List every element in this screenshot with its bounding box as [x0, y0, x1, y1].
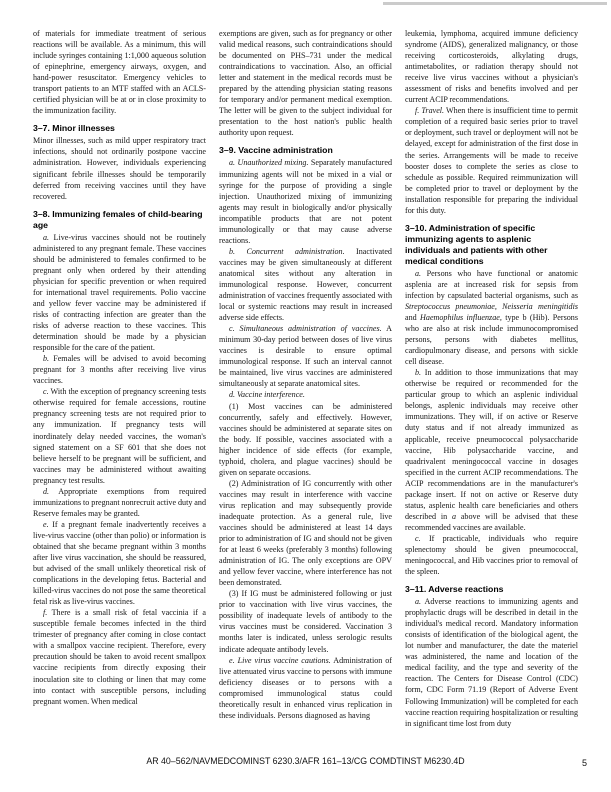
section-heading: 3–7. Minor illnesses [33, 123, 115, 134]
paragraph: e. Live virus vaccine cautions. Administration of live attenuated virus vaccine to persons with immune deficiency diseases or to persons with a compromised immunological status could theoretically result in enhanced virus replication in these individuals. Persons diagnosed as having [219, 655, 392, 720]
paragraph: d. Vaccine interference. [229, 390, 305, 400]
paragraph: exemptions are given, such as for pregnancy or other valid medical reasons, such contraindications should be documented on PHS–731 under the medical contraindications to vaccination. Also, an official letter and statement in the medical records must be prepared by the attending physician stating reasons for temporary and/or permanent medical exemption. The letter will be given to the subject individual for presentation to the host nation's public health authority upon request. [219, 29, 392, 138]
paragraph: b. Females will be advised to avoid becoming pregnant for 3 months after receiving live virus vaccines. [33, 354, 206, 386]
paragraph: c. Simultaneous administration of vaccines. A minimum 30-day period between doses of live virus vaccines is desirable to ensure optimal immunological response. If such an interval cannot be maintained, live virus vaccines are administered simultaneously at separate anatomical sites. [219, 324, 392, 389]
text-column-2 [219, 28, 392, 729]
text-column-1 [33, 28, 206, 729]
paragraph: Minor illnesses, such as mild upper respiratory tract infections, should not ordinarily postpone vaccine administration. However, individuals experiencing significant febrile illnesses should be temporarily deferred from receiving vaccines until they have recovered. [33, 136, 206, 201]
paragraph: b. Concurrent administration. Inactivated vaccines may be given simultaneously at different anatomical sites without any alteration in immunological response. However, concurrent administration of vaccines frequently associated with local or systemic reactions may result in increased adverse side effects. [219, 246, 392, 323]
paragraph: e. If a pregnant female inadvertently receives a live-virus vaccine (other than polio) or information is obtained that she became pregnant within 3 months after live virus vaccination, she should be reassured, but advised of the small unlikely theoretical risk of complications in the developing fetus. Bacterial and killed-virus vaccines do not pose the same theoretical fetal risk as live-virus vaccines. [33, 519, 206, 607]
paragraph: (3) If IG must be administered following or just prior to vaccination with live virus vaccines, the possibility of inadequate levels of antibody to the virus vaccines must be considered. Vaccination 3 months later is indicated, unless serologic results indicate adequate antibody levels. [219, 589, 392, 654]
paragraph: f. There is a small risk of fetal vaccinia if a susceptible female becomes infected in the third trimester of pregnancy after coming in close contact with a smallpox vaccine recipient. Therefore, every precaution should be taken to avoid recent smallpox vaccine recipients from directly exposing their inoculation site to clothing or linen that may come into contact with susceptible persons, including pregnant women. When medical [33, 608, 206, 706]
paragraph: (2) Administration of IG concurrently with other vaccines may result in interference with vaccine virus replication and may subsequently provide inadequate protection. As a general rule, live vaccines should be administered at least 14 days prior to administration of IG and should not be given for at least 6 weeks (preferably 3 months) following administration of IG. The only exceptions are OPV and yellow fever vaccine, where interference has not been demonstrated. [219, 478, 392, 588]
paragraph: a. Unauthorized mixing. Separately manufactured immunizing agents will not be mixed in a vial or syringe for the purpose of providing a single injection. Unauthorized mixing of immunizing agents may result in biologically and/or physically incompatible products that are not potent immunologically or that may cause adverse reactions. [219, 158, 392, 245]
section-heading: 3–9. Vaccine administration [219, 145, 333, 156]
page-number: 5 [581, 758, 587, 768]
paragraph: of materials for immediate treatment of serious reactions will be available. As a minimum, this will include syringes containing 1:1,000 aqueous solution of epinephrine, emergency airways, oxygen, and hand-power resuscitator. Emergency vehicles to transport patients to an MTF staffed with an ACLS-certified physician will be at or in close proximity to the immunization facility. [33, 29, 206, 116]
paragraph: a. Persons who have functional or anatomic asplenia are at increased risk for sepsis from infection by capsulated bacterial organisms, such as Streptococcus pneumoniae, Neisseria meningitidis and Haemophilus influenzae, type b (Hib). Persons who are also at risk include immunocompromised persons, persons with diabetes mellitus, cardiopulmonary disease, and persons with sickle cell disease. [405, 268, 578, 367]
footer-citation: AR 40–562/NAVMEDCOMINST 6230.3/AFR 161–13/CG COMDTINST M6230.4D [146, 756, 465, 766]
page-footer [0, 756, 611, 770]
paragraph: a. Live-virus vaccines should not be routinely administered to any pregnant female. These vaccines should be administered to females confirmed to be pregnant only when ordered by their attending physician for specific prevention or when required for international travel requirements. Polio vaccine and yellow fever vaccine may be administered if risks of contracting infection are greater than the risks of adverse reaction to these vaccines. This determination should be made by a physician responsible for the care of the patient. [33, 232, 206, 353]
paragraph: b. In addition to those immunizations that may otherwise be required or recommended for the particular group to which an asplenic individual belongs, asplenic individuals may receive other immunizations. They will, if on active or Reserve duty status and if not already immunized as applicable, receive pneumococcal polysaccharide vaccine, Hib polysaccharide vaccine, and quadrivalent meningococcal vaccine in dosages specified in the current ACIP recommendations. The ACIP recommendations are in the manufacturer's package insert. If not on active or Reserve duty status, asplenic health care beneficiaries and others described in a above will be advised that these recommended vaccines are available. [405, 368, 579, 532]
section-heading: 3–11. Adverse reactions [405, 584, 504, 595]
text-column-3 [405, 28, 578, 729]
paragraph: a. Adverse reactions to immunizing agents and prophylactic drugs will be described in detail in the individual's medical record. Mandatory information consists of identification of the biological agent, the lot number and manufacturer, the date the materiel was administered, the name and location of the medical facility, and the type and severity of the reaction. The Centers for Disease Control (CDC) form, CDC Form 71.19 (Report of Adverse Event Following Immunization) will be completed for each vaccine reaction requiring hospitalization or resulting in significant time lost from duty [405, 597, 578, 728]
text-columns [33, 28, 578, 729]
paragraph: c. If practicable, individuals who require splenectomy should be given pneumococcal, meningococcal, and Hib vaccines prior to removal of the spleen. [405, 533, 578, 577]
paragraph: (1) Most vaccines can be administered concurrently, safely and effectively. However, vaccines should be administered at separate sites on the body. If possible, vaccines associated with a higher incidence of side effects (for example, typhoid, cholera, and plague vaccines) should be given on separate occasions. [219, 401, 392, 477]
section-heading: 3–10. Administration of specific immunizing agents to asplenic individuals and patients with other medical conditions [405, 222, 548, 266]
paragraph: leukemia, lymphoma, acquired immune deficiency syndrome (AIDS), generalized malignancy, or those receiving corticosteroids, alkylating drugs, antimetabolites, or radiation therapy should not receive live virus vaccines without a physician's assessment of risks and benefits involved and per current ACIP recommendations. [405, 29, 578, 105]
paragraph: c. With the exception of pregnancy screening tests otherwise required for female accessions, routine pregnancy screening tests are not required prior to any immunization. If pregnancy tests will inordinately delay needed vaccines, the woman's signed statement on a SF 601 that she does not believe herself to be pregnant will be sufficient, and vaccines may be administered without awaiting pregnancy test results. [33, 387, 206, 485]
scan-artifact-line [383, 2, 607, 5]
paragraph: d. Appropriate exemptions from required immunizations to pregnant nonrecruit active duty and Reserve females may be granted. [33, 486, 206, 518]
section-heading: 3–8. Immunizing females of child-bearing age [33, 208, 203, 230]
paragraph: f. Travel. When there is insufficient time to permit completion of a required basic series prior to travel or deployment, such travel or deployment will not be delayed, except for administration of the first dose in the series. Arrangements will be made to receive booster doses to complete the series as close to schedule as possible. Required reimmunization will be completed prior to travel or deployment by the installation responsible for preparing the individual for this duty. [405, 106, 578, 215]
